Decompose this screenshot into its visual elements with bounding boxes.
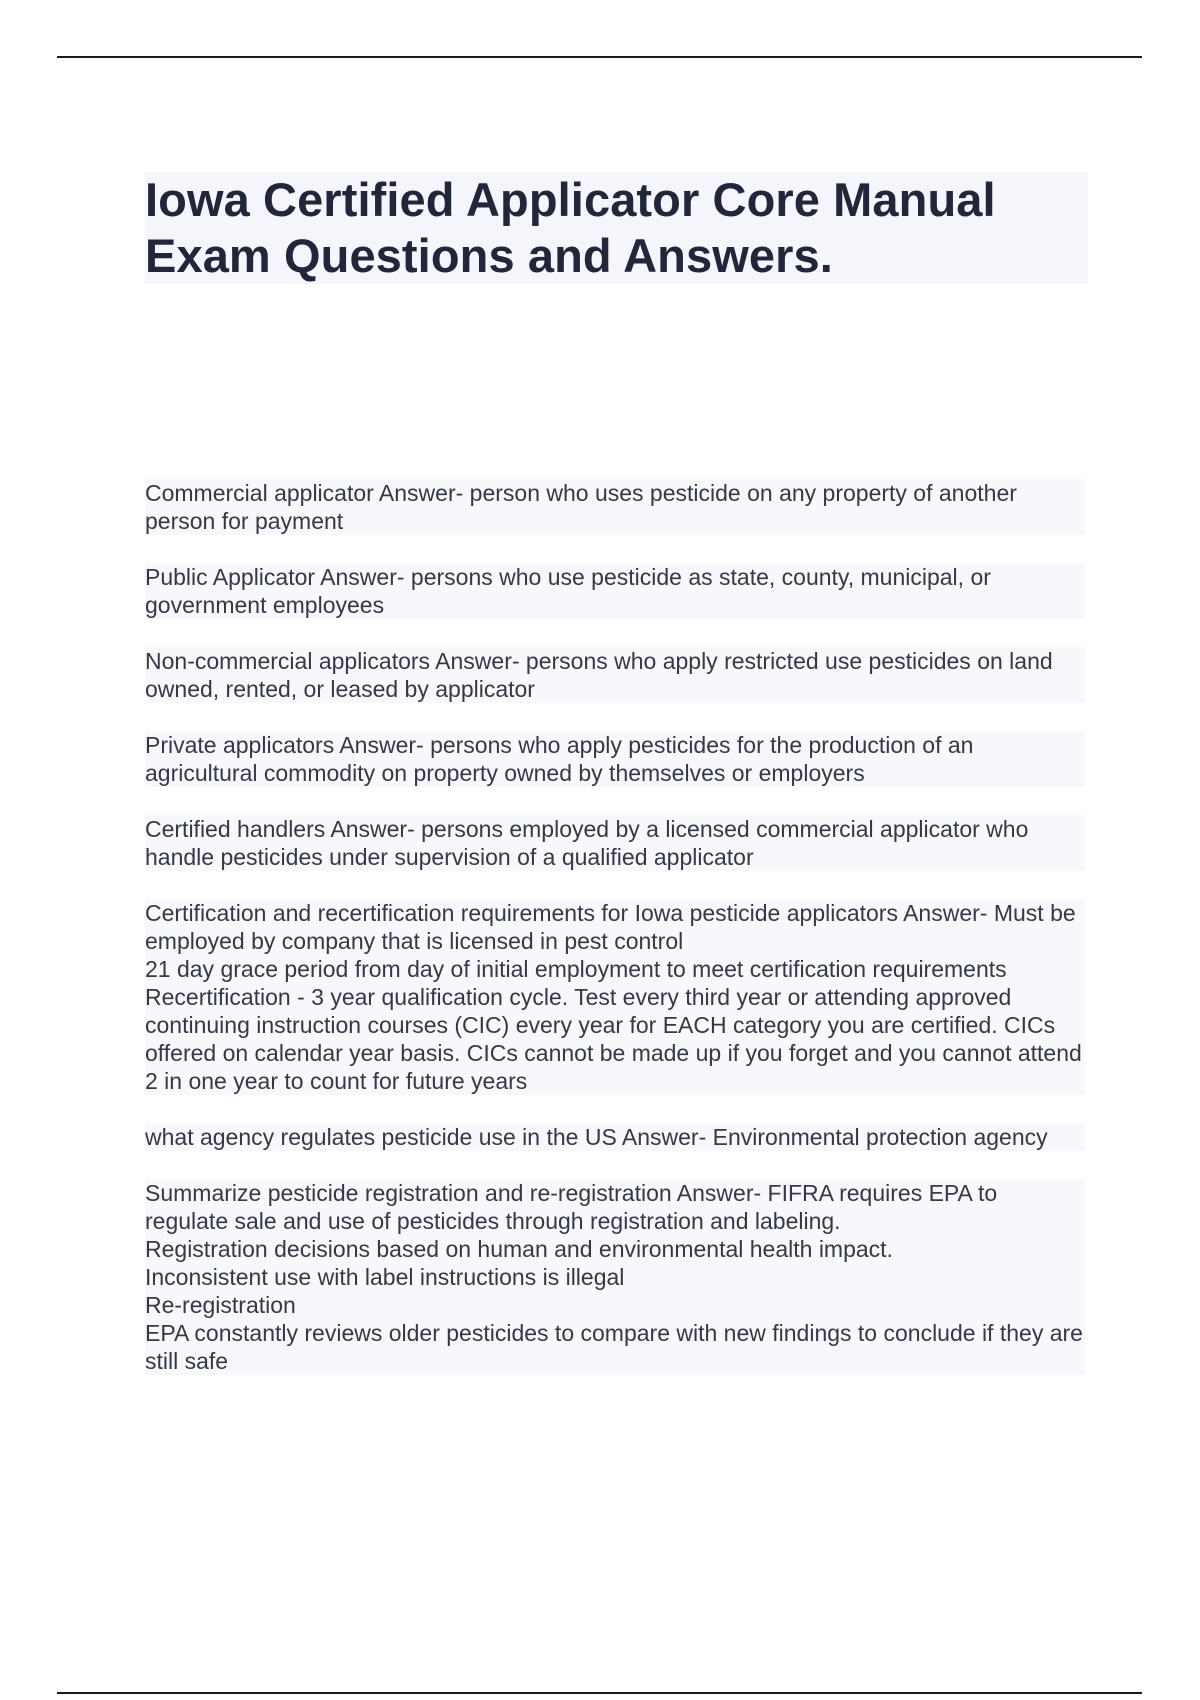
header-rule bbox=[57, 56, 1142, 58]
title-block bbox=[145, 172, 1088, 284]
qa-entry: Public Applicator Answer- persons who use pesticide as state, county, municipal, or government employees bbox=[145, 563, 1085, 619]
qa-list bbox=[145, 479, 1085, 1403]
qa-entry: Commercial applicator Answer- person who uses pesticide on any property of another person for payment bbox=[145, 479, 1085, 535]
qa-entry: Non-commercial applicators Answer- persons who apply restricted use pesticides on land owned, rented, or leased by applicator bbox=[145, 647, 1085, 703]
footer-rule bbox=[57, 1692, 1142, 1694]
qa-entry: what agency regulates pesticide use in the US Answer- Environmental protection agency bbox=[145, 1123, 1085, 1151]
qa-entry: Private applicators Answer- persons who apply pesticides for the production of an agricultural commodity on property owned by themselves or employers bbox=[145, 731, 1085, 787]
qa-entry: Summarize pesticide registration and re-registration Answer- FIFRA requires EPA to regulate sale and use of pesticides through registration and labeling. Registration decisions based on human and environmental health impact. Inconsistent use with label instructions is illegal Re-registration EPA constantly reviews older pesticides to compare with new findings to conclude if they are still safe bbox=[145, 1179, 1085, 1375]
qa-entry: Certification and recertification requirements for Iowa pesticide applicators Answer- Must be employed by company that is licensed in pest control 21 day grace period from day of initial employment to meet certification requirements Recertification - 3 year qualification cycle. Test every third year or attending approved continuing instruction courses (CIC) every year for EACH category you are certified. CICs offered on calendar year basis. CICs cannot be made up if you forget and you cannot attend 2 in one year to count for future years bbox=[145, 899, 1085, 1095]
qa-entry: Certified handlers Answer- persons employed by a licensed commercial applicator who handle pesticides under supervision of a qualified applicator bbox=[145, 815, 1085, 871]
page-title: Iowa Certified Applicator Core Manual Exam Questions and Answers. bbox=[145, 173, 996, 282]
